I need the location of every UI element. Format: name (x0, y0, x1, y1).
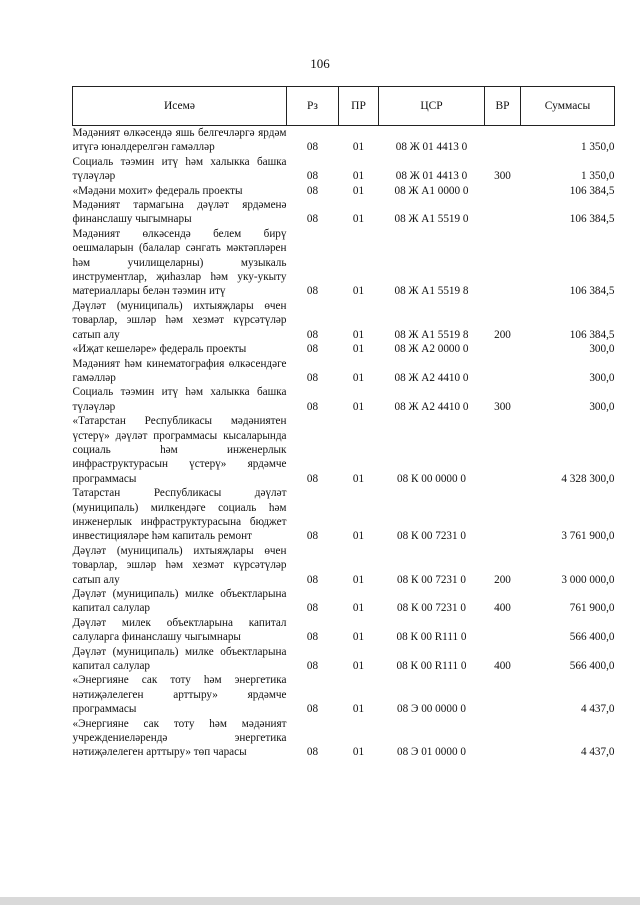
row-pr: 01 (352, 343, 365, 356)
row-csr: 08 Ж А1 5519 8 (394, 285, 469, 298)
table-row (73, 673, 615, 716)
row-sum: 4 437,0 (580, 746, 615, 759)
row-vr: 400 (494, 602, 511, 615)
row-vr: 300 (494, 400, 511, 413)
row-csr: 08 Ж А1 5519 0 (394, 213, 469, 226)
row-vr: 300 (494, 170, 511, 183)
row-csr: 08 К 00 7231 0 (397, 573, 466, 586)
row-pr: 01 (352, 328, 365, 341)
row-vr (485, 616, 521, 645)
row-pr: 01 (352, 602, 365, 615)
table-row (73, 184, 615, 198)
row-name: Мәдәният өлкәсендә белем бирү оешмаларын (балалар сәнгать мәктәпләрен һәм училищеларны) музыкаль инструментлар, җиһазлар һәм уку-укыту материаллары белән тәэмин итү (72, 227, 287, 298)
row-sum: 3 761 900,0 (561, 530, 615, 543)
table-header-row (73, 87, 615, 126)
table-row (73, 126, 615, 155)
table-row (73, 544, 615, 587)
row-pr: 01 (352, 472, 365, 485)
budget-table (72, 86, 615, 760)
row-sum: 1 350,0 (580, 141, 615, 154)
row-name: «Мәдәни мохит» федераль проекты (72, 184, 243, 197)
column-header-rz: Рз (287, 87, 339, 126)
row-sum: 106 384,5 (569, 213, 615, 226)
row-rz: 08 (306, 746, 319, 759)
row-pr: 01 (352, 184, 365, 197)
row-name: Мәдәният һәм кинематография өлкәсендәге гамәлләр (72, 357, 287, 384)
row-pr: 01 (352, 400, 365, 413)
row-rz: 08 (306, 141, 319, 154)
row-csr: 08 Ж А1 0000 0 (394, 184, 469, 197)
row-csr: 08 К 00 0000 0 (397, 472, 466, 485)
row-vr (485, 414, 521, 486)
row-vr (485, 227, 521, 299)
row-pr: 01 (352, 703, 365, 716)
row-csr: 08 К 00 R111 0 (396, 660, 467, 673)
row-name: Социаль тәэмин итү һәм халыкка башка түләүләр (72, 155, 287, 183)
row-name: Мәдәният өлкәсендә яшь белгечләргә ярдәм итүгә юнәлдерелгән гамәлләр (72, 127, 287, 154)
row-rz: 08 (306, 530, 319, 543)
row-vr: 200 (494, 328, 511, 341)
row-sum: 106 384,5 (569, 328, 615, 341)
row-sum: 761 900,0 (569, 602, 615, 615)
row-csr: 08 Ж 01 4413 0 (395, 170, 468, 183)
row-rz: 08 (306, 170, 319, 183)
column-header-csr: ЦСР (379, 87, 485, 126)
column-header-pr: ПР (339, 87, 379, 126)
row-rz: 08 (306, 472, 319, 485)
page-number: 106 (310, 56, 330, 71)
table-row (73, 155, 615, 184)
row-vr: 200 (494, 573, 511, 586)
row-rz: 08 (306, 631, 319, 644)
row-name: Дәүләт (муниципаль) ихтыяҗлары өчен товарлар, эшләр һәм хезмәт күрсәтүләр сатып алу (72, 299, 287, 341)
row-csr: 08 Ж А2 4410 0 (394, 371, 469, 384)
row-vr (485, 342, 521, 356)
row-vr (485, 198, 521, 227)
column-header-name: Исемә (73, 87, 287, 126)
row-rz: 08 (306, 371, 319, 384)
row-rz: 08 (306, 328, 319, 341)
row-sum: 106 384,5 (569, 184, 615, 197)
row-sum: 3 000 000,0 (561, 573, 615, 586)
table-row (73, 299, 615, 342)
row-csr: 08 Ж А2 0000 0 (394, 343, 469, 356)
row-csr: 08 Ж 01 4413 0 (395, 141, 468, 154)
table-row (73, 486, 615, 544)
row-pr: 01 (352, 285, 365, 298)
table-row (73, 587, 615, 616)
row-name: Дәүләт (муниципаль) милке объектларына капитал салулар (72, 588, 287, 615)
row-rz: 08 (306, 602, 319, 615)
table-row (73, 717, 615, 760)
row-name: Социаль тәэмин итү һәм халыкка башка түләүләр (72, 386, 287, 413)
row-sum: 300,0 (589, 400, 615, 413)
row-name: Дәүләт милек объектларына капитал салуларга финанслашу чыгымнары (72, 616, 287, 644)
row-sum: 300,0 (589, 343, 615, 356)
row-pr: 01 (352, 573, 365, 586)
row-pr: 01 (352, 530, 365, 543)
row-pr: 01 (352, 371, 365, 384)
row-pr: 01 (352, 141, 365, 154)
row-sum: 4 437,0 (580, 703, 615, 716)
row-sum: 300,0 (589, 371, 615, 384)
row-pr: 01 (352, 170, 365, 183)
row-rz: 08 (306, 343, 319, 356)
row-rz: 08 (306, 400, 319, 413)
table-row (73, 385, 615, 414)
row-name: Татарстан Республикасы дәүләт (муниципаль) милкендәге социаль һәм инженерлык инфраструктурасына бюджет инвестицияләре һәм капиталь ремонт (72, 487, 287, 543)
row-rz: 08 (306, 703, 319, 716)
row-pr: 01 (352, 213, 365, 226)
row-rz: 08 (306, 184, 319, 197)
scan-edge-bar (0, 897, 640, 905)
table-row (73, 342, 615, 356)
column-header-vr: ВР (485, 87, 521, 126)
row-sum: 566 400,0 (569, 660, 615, 673)
row-sum: 106 384,5 (569, 285, 615, 298)
table-row (73, 198, 615, 227)
table-row (73, 227, 615, 299)
row-name: «Энергияне сак тоту һәм мәдәният учреждениеләрендә энергетика нәтиҗәлелеген арттыру» төп чарасы (72, 717, 287, 759)
row-name: Дәүләт (муниципаль) ихтыяҗлары өчен товарлар, эшләр һәм хезмәт күрсәтүләр сатып алу (72, 544, 287, 586)
row-name: «Энергияне сак тоту һәм энергетика нәтиҗәлелеген арттыру» ярдәмче программасы (72, 674, 287, 716)
row-vr (485, 184, 521, 198)
row-name: «Татарстан Республикасы мәдәниятен үстерү» дәүләт программасы кысаларында социаль һәм инженерлык инфраструктурасын үстерү» ярдәмче программасы (72, 415, 287, 485)
row-csr: 08 Э 01 0000 0 (397, 746, 466, 759)
row-pr: 01 (352, 631, 365, 644)
row-pr: 01 (352, 660, 365, 673)
table-row (73, 645, 615, 674)
row-vr (485, 486, 521, 544)
row-csr: 08 К 00 7231 0 (397, 530, 466, 543)
row-sum: 4 328 300,0 (561, 472, 615, 485)
row-vr (485, 126, 521, 155)
table-row (73, 616, 615, 645)
row-name: Дәүләт (муниципаль) милке объектларына капитал салулар (72, 645, 287, 673)
row-csr: 08 Э 00 0000 0 (397, 703, 466, 716)
row-vr: 400 (494, 660, 511, 673)
row-rz: 08 (306, 660, 319, 673)
row-rz: 08 (306, 573, 319, 586)
row-csr: 08 К 00 7231 0 (397, 602, 466, 615)
row-vr (485, 357, 521, 386)
table-row (73, 357, 615, 386)
row-rz: 08 (306, 285, 319, 298)
row-csr: 08 Ж А2 4410 0 (394, 400, 469, 413)
row-sum: 1 350,0 (580, 170, 615, 183)
row-name: «Иҗат кешеләре» федераль проекты (72, 343, 247, 356)
table-row (73, 414, 615, 486)
row-pr: 01 (352, 746, 365, 759)
column-header-sum: Суммасы (521, 87, 615, 126)
row-vr (485, 717, 521, 760)
row-csr: 08 К 00 R111 0 (396, 631, 467, 644)
row-csr: 08 Ж А1 5519 8 (394, 328, 469, 341)
row-name: Мәдәният тармагына дәүләт ярдәменә финанслашу чыгымнары (72, 199, 287, 226)
row-rz: 08 (306, 213, 319, 226)
row-sum: 566 400,0 (569, 631, 615, 644)
row-vr (485, 673, 521, 716)
